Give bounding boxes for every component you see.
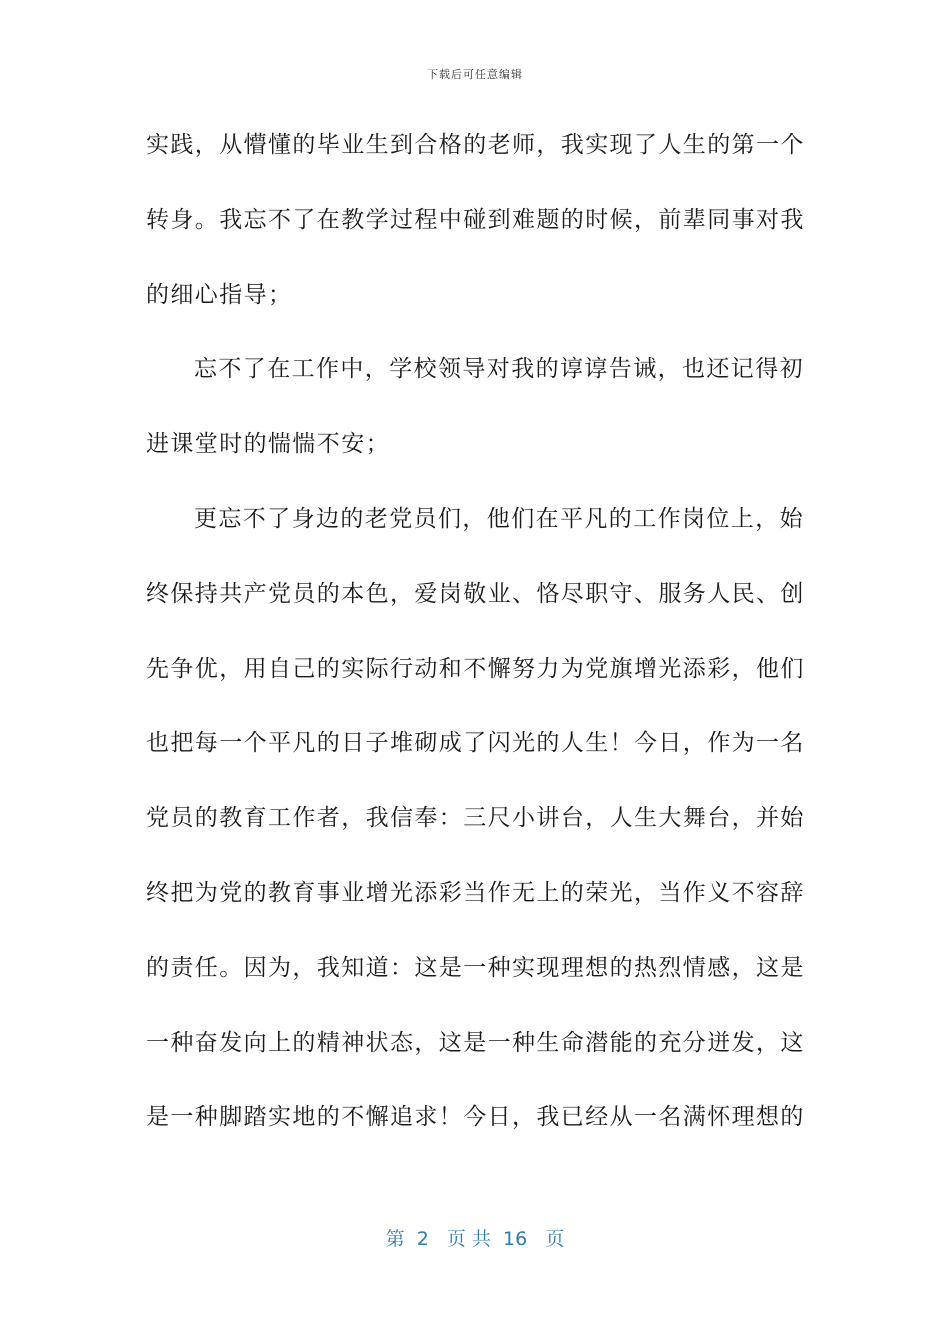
text-line: 实践，从懵懂的毕业生到合格的老师，我实现了人生的第一个 — [146, 132, 805, 158]
text-line: 转身。我忘不了在教学过程中碰到难题的时候，前辈同事对我 — [146, 206, 805, 233]
text-line: 一种奋发向上的精神状态，这是一种生命潜能的充分迸发，这 — [146, 1029, 805, 1056]
text-line: 终把为党的教育事业增光添彩当作无上的荣光，当作义不容辞 — [146, 879, 805, 906]
page-number-footer: 第 2 页 共 16 页 — [385, 1228, 565, 1250]
text-line: 更忘不了身边的老党员们，他们在平凡的工作岗位上，始 — [194, 505, 804, 532]
text-line: 忘不了在工作中，学校领导对我的谆谆告诫，也还记得初 — [194, 356, 804, 383]
text-line: 进课堂时的惴惴不安； — [146, 431, 390, 458]
text-line: 也把每一个平凡的日子堆砌成了闪光的人生！今日，作为一名 — [146, 730, 805, 757]
text-line: 的细心指导； — [146, 281, 293, 308]
text-line: 是一种脚踏实地的不懈追求！今日，我已经从一名满怀理想的 — [146, 1104, 805, 1131]
text-line: 终保持共产党员的本色，爱岗敬业、恪尽职守、服务人民、创 — [146, 580, 805, 607]
text-line: 先争优，用自己的实际行动和不懈努力为党旗增光添彩，他们 — [146, 655, 805, 682]
text-line: 党员的教育工作者，我信奉：三尺小讲台，人生大舞台，并始 — [146, 805, 805, 832]
document-body — [146, 116, 805, 1163]
page-header: 下载后可任意编辑 — [427, 68, 523, 81]
text-line: 的责任。因为，我知道：这是一种实现理想的热烈情感，这是 — [146, 954, 805, 981]
